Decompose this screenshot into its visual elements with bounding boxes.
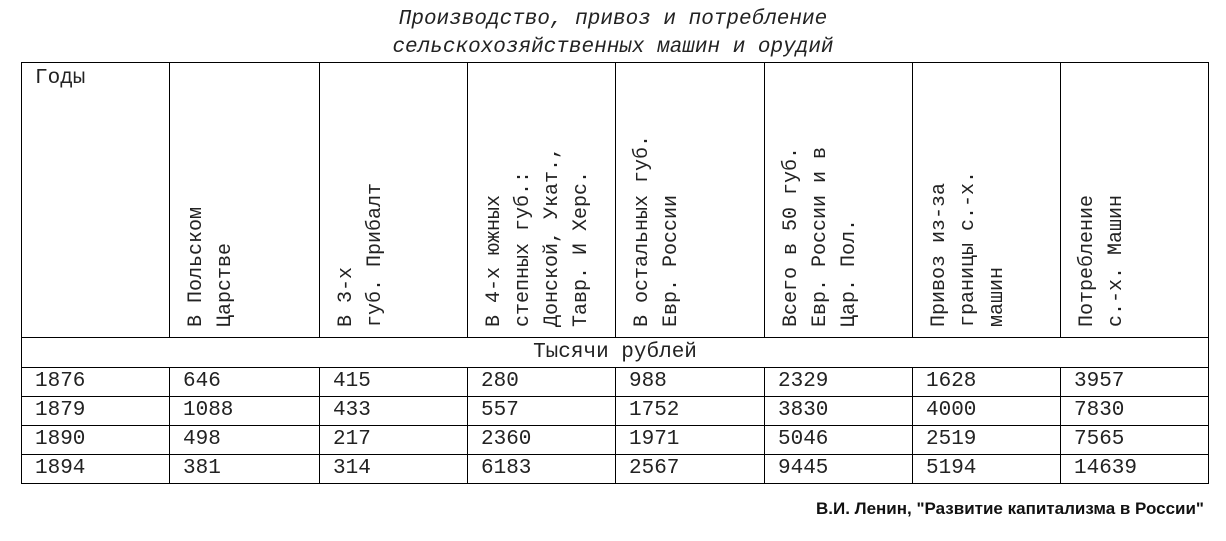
table-cell: 1971 bbox=[616, 426, 765, 455]
year-cell: 1876 bbox=[22, 368, 170, 397]
table-cell: 557 bbox=[468, 397, 616, 426]
column-header-import bbox=[913, 63, 1061, 338]
statistics-table bbox=[21, 62, 1209, 484]
table-row bbox=[22, 368, 1209, 397]
table-title bbox=[0, 6, 1226, 62]
title-line-1: Производство, привоз и потребление bbox=[398, 8, 828, 31]
column-header-baltic bbox=[320, 63, 468, 338]
table-cell: 4000 bbox=[913, 397, 1061, 426]
table-row bbox=[22, 455, 1209, 484]
table-cell: 7830 bbox=[1061, 397, 1209, 426]
table-cell: 2360 bbox=[468, 426, 616, 455]
table-cell: 2329 bbox=[765, 368, 913, 397]
table-cell: 5194 bbox=[913, 455, 1061, 484]
column-header-poland-label: В Польском Царстве bbox=[185, 206, 237, 327]
year-cell: 1894 bbox=[22, 455, 170, 484]
table-cell: 1752 bbox=[616, 397, 765, 426]
table-row bbox=[22, 397, 1209, 426]
table-cell: 988 bbox=[616, 368, 765, 397]
title-line-2: сельскохозяйственных машин и орудий bbox=[392, 36, 834, 59]
table-cell: 1088 bbox=[170, 397, 320, 426]
column-header-consumption-label: Потребление с.-х. Машин bbox=[1076, 194, 1128, 327]
year-cell: 1890 bbox=[22, 426, 170, 455]
table-cell: 6183 bbox=[468, 455, 616, 484]
table-cell: 2519 bbox=[913, 426, 1061, 455]
table-cell: 3957 bbox=[1061, 368, 1209, 397]
table-row bbox=[22, 426, 1209, 455]
table-cell: 498 bbox=[170, 426, 320, 455]
table-cell: 381 bbox=[170, 455, 320, 484]
column-header-steppe-label: В 4-х южных степных губ.: Донской, Укат., Тавр. И Херс. bbox=[483, 146, 593, 327]
column-header-total-label: Всего в 50 губ. Евр. России и в Цар. Пол. bbox=[780, 146, 861, 327]
table-cell: 280 bbox=[468, 368, 616, 397]
column-header-total bbox=[765, 63, 913, 338]
table-cell: 217 bbox=[320, 426, 468, 455]
source-caption: В.И. Ленин, "Развитие капитализма в России" bbox=[815, 499, 1204, 518]
column-header-other bbox=[616, 63, 765, 338]
units-row bbox=[22, 338, 1209, 368]
units-label: Тысячи рублей bbox=[22, 338, 1209, 368]
column-header-poland bbox=[170, 63, 320, 338]
table-cell: 646 bbox=[170, 368, 320, 397]
table-cell: 5046 bbox=[765, 426, 913, 455]
column-header-import-label: Привоз из-за границы с.-х. машин bbox=[928, 170, 1009, 327]
header-row bbox=[22, 63, 1209, 338]
column-header-years: Годы bbox=[22, 63, 170, 338]
table-cell: 9445 bbox=[765, 455, 913, 484]
table-cell: 2567 bbox=[616, 455, 765, 484]
table-cell: 14639 bbox=[1061, 455, 1209, 484]
column-header-other-label: В остальных губ. Евр. России bbox=[631, 134, 683, 327]
column-header-consumption bbox=[1061, 63, 1209, 338]
table-cell: 1628 bbox=[913, 368, 1061, 397]
year-cell: 1879 bbox=[22, 397, 170, 426]
table-cell: 314 bbox=[320, 455, 468, 484]
column-header-baltic-label: В 3-х губ. Прибалт bbox=[335, 182, 387, 327]
table-cell: 7565 bbox=[1061, 426, 1209, 455]
column-header-steppe bbox=[468, 63, 616, 338]
table-cell: 3830 bbox=[765, 397, 913, 426]
table-cell: 415 bbox=[320, 368, 468, 397]
table-cell: 433 bbox=[320, 397, 468, 426]
